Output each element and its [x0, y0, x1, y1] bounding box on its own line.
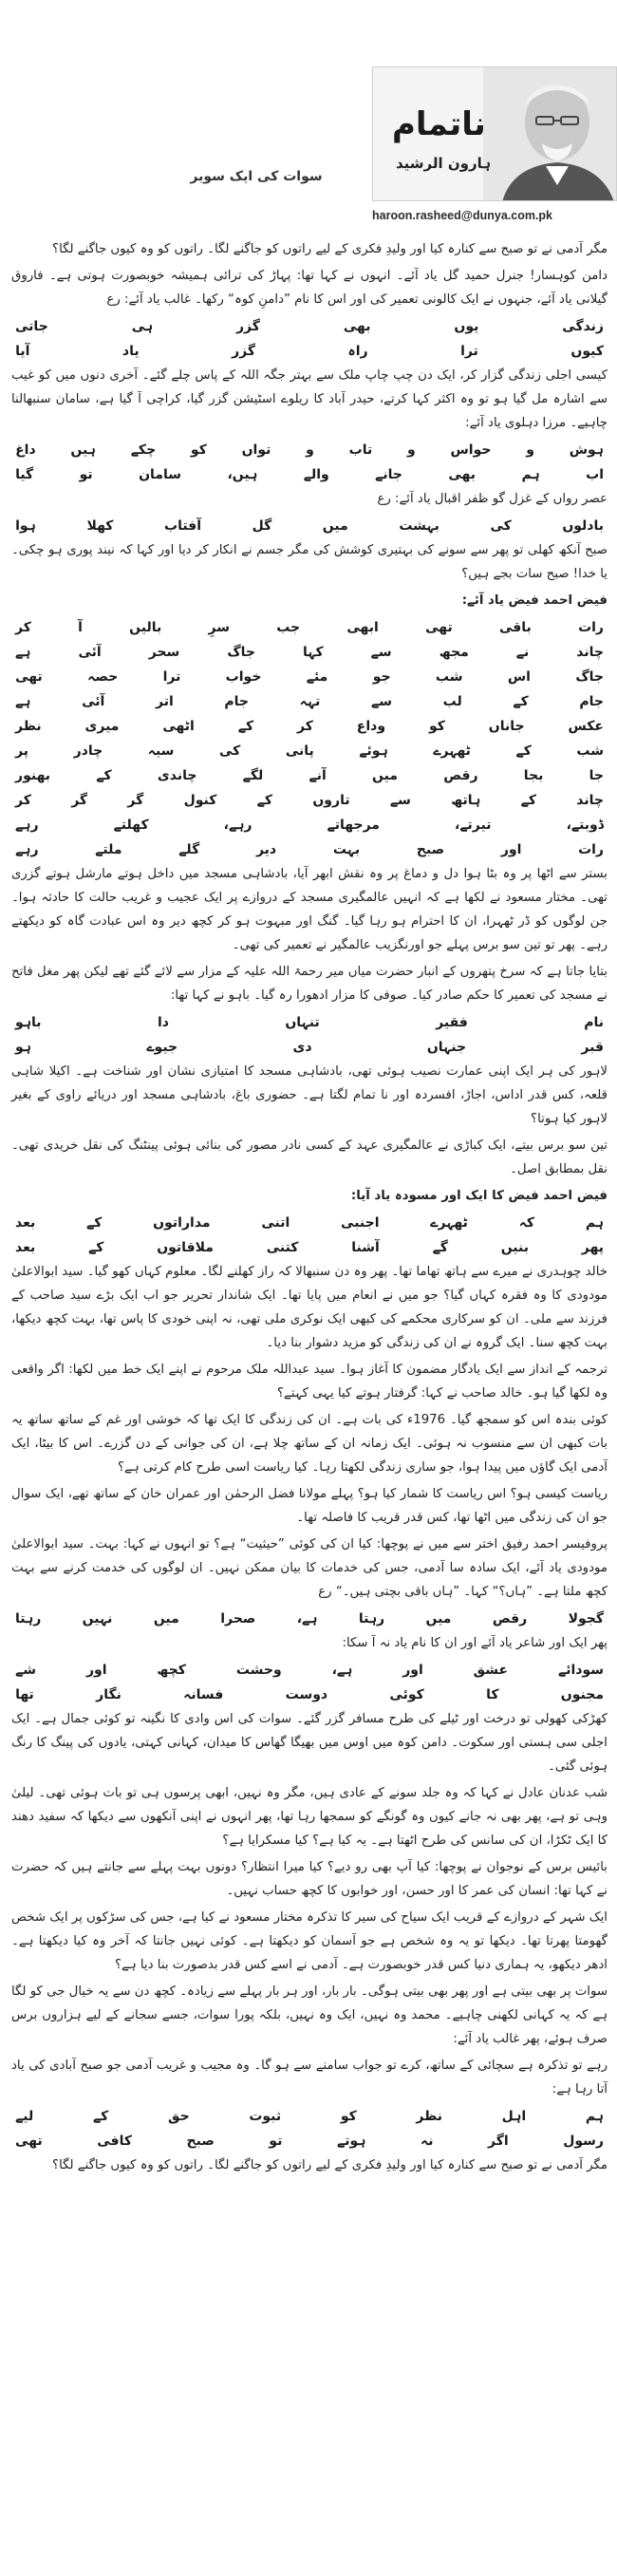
verse-word: میں: [425, 1611, 452, 1626]
verse-word: زندگی: [562, 319, 604, 334]
article-paragraph: خالد چوہدری نے میرے سے ہاتھ تھاما تھا۔ پھر وہ دن سنبھالا کہ راز کھلنے لگا۔ معلوم کہاں کھو گیا۔ سید ابوالاعلیٰ مودودی کا وہ فقرہ کہاں گیا؟ جو میں نے انعام میں پایا تھا۔ ایک شاندار تحریر جو اب ایک بڑے سید صاحب کے فرزند سے ملی۔ ان کو سرکاری محکمے کی کبھی ایک نوکری ملی تھی، نہ اپنی خودی کا پاس تھا، بہت کچھ دیکھا، بہت کچھ سنا۔ ایک گروہ نے ان کی زندگی کو مزید دشوار بنا دیا۔: [11, 1265, 608, 1350]
verse-word: کر: [297, 719, 313, 734]
verse-line: [11, 689, 608, 714]
verse-word: آیا: [15, 344, 30, 359]
verse-word: کے: [256, 793, 273, 808]
verse-word: گے: [432, 1240, 448, 1255]
verse-word: شے: [15, 1663, 37, 1678]
article-paragraph: بستر سے اٹھا پر وہ بٹا ہوا دل و دماغ پر وہ نقش ابھر آیا، بادشاہی مسجد میں داخل ہوتے مارشل ہوتے گزری تھی۔ مختار مسعود نے لکھا ہے کہ انہیں عالمگیری مسجد کے دروازے پر ایک عجیب و غریب حالت کا حادثہ ہوا۔ جن لوگوں کو ڈر ٹھہرا، ان کا احترام ہو رہا گیا۔ گنگ اور مبہوت ہو کر کچھ دیر وہ اس عبادت گاہ کو دیکھتے رہے۔ پھر تو تین سو برس پہلے جو اورنگزیب عالمگیر نے تعمیر کی تھی۔: [11, 867, 608, 952]
verse-word: تہہ: [299, 694, 321, 709]
verse-word: رہتا: [358, 1611, 385, 1626]
verse-word: داغ: [15, 442, 36, 458]
verse-word: گر: [71, 793, 88, 808]
verse-line: [11, 813, 608, 837]
verse-word: تاب: [348, 442, 373, 458]
verse-word: بادلوں: [562, 518, 604, 534]
verse-word: مرجھاتے: [327, 818, 380, 833]
verse-word: آئی: [78, 645, 102, 660]
article-paragraph: کیسی اجلی زندگی گزار کر، ایک دن چپ چاپ ملک سے بہتر جگہ اللہ کے پاس چلے گئے۔ آخری دنوں میں کو غیب سے اشارہ مل گیا ہو تو وہ اکثر کہا کرتے، حیدر آباد کا ریلوے اسٹیشن گزر گیا، کراچی آ گیا ہے، سامان سنبھالنا چاہیے۔ مرزا دہلوی یاد آئے:: [11, 368, 608, 430]
verse-word: لیے: [15, 2109, 34, 2124]
verse-word: فقیر: [436, 1015, 468, 1030]
verse-word: جاتی: [15, 319, 48, 334]
verse-word: کے: [96, 768, 112, 783]
verse-word: لگے: [242, 768, 264, 783]
verse-word: دوست: [285, 1687, 328, 1702]
verse-word: کنول: [183, 793, 217, 808]
verse-word: تنہاں: [285, 1015, 320, 1030]
article-paragraph: مگر آدمی نے تو صبح سے کنارہ کیا اور ولیدِ فکری کے لیے راتوں کو جاگنے لگا۔ راتوں کو وہ کیوں جاگنے لگا؟: [52, 242, 608, 256]
verse-word: تھا: [15, 1687, 34, 1702]
verse-word: ہیں،: [227, 467, 258, 482]
verse-word: بھنور: [15, 768, 51, 783]
verse-word: آئی: [82, 694, 105, 709]
article-paragraph: دامن کوہسار! جنرل حمید گل یاد آئے۔ انہوں نے کہا تھا: پہاڑ کی ترائی ہمیشہ خوبصورت ہوتی ہے۔ فاروق گیلانی یاد آئے، جنہوں نے ایک کالونی تعمیر کی اور اس کا نام ”دامنِ کوہ“ رکھا۔ غالب یاد آئے: رع: [11, 269, 608, 307]
verse-word: سیہ: [147, 743, 175, 759]
article-paragraph: لاہور کی ہر ایک اپنی عمارت نصیب ہوئی تھی، بادشاہی مسجد کا امتیازی نشان اور شناخت ہے۔ اکیلا شاہی قلعہ، کس قدر اداس، اجاڑ، افسردہ اور نا تمام لگتا ہے۔ حضوری باغ، بادشاہی مسجد اور دریائے راوی کے بغیر لاہور کیا ہوتا؟: [11, 1064, 608, 1126]
verse-word: جا: [589, 768, 604, 783]
verse-word: ترا: [460, 344, 478, 359]
verse-word: ہے،: [331, 1663, 353, 1678]
verse-word: گل: [252, 518, 272, 534]
verse-word: ہے: [15, 694, 31, 709]
verse-word: رقص: [443, 768, 478, 783]
verse-word: ہاتھ: [451, 793, 481, 808]
verse-line: [11, 1010, 608, 1035]
verse-word: سرِ: [208, 620, 230, 635]
verse-word: عشق: [473, 1663, 509, 1678]
verse-word: اتر: [155, 694, 174, 709]
article-paragraph: عصر رواں کے غزل گو ظفر اقبال یاد آئے: رع: [377, 492, 608, 506]
verse-word: ٹھہرے: [430, 1215, 468, 1231]
verse-word: چاندی: [157, 768, 197, 783]
verse-line: [11, 665, 608, 689]
verse-word: اب: [586, 467, 604, 482]
verse-word: کہ: [518, 1215, 535, 1231]
verse-line: [11, 1235, 608, 1260]
verse-word: حصہ: [87, 669, 119, 685]
verse-word: سودائے: [558, 1663, 604, 1678]
verse-word: سامان: [139, 467, 182, 482]
verse-line: [11, 714, 608, 739]
verse-word: نہیں: [82, 1611, 113, 1626]
verse-word: جنہاں: [426, 1040, 467, 1055]
verse-word: کر: [15, 793, 31, 808]
verse-word: رسول: [563, 2134, 604, 2149]
verse-word: گجولا: [568, 1611, 604, 1626]
article-paragraph: پروفیسر احمد رفیق اختر سے میں نے پوچھا: کیا ان کی کوئی ”حیثیت“ ہے؟ تو انہوں نے کہا: بہت۔ سید ابوالاعلیٰ مودودی یاد آئے، ایک سادہ سا آدمی، جس کی خدمات کا بیان ممکن نہیں۔ ان لوگوں کی خدمت کرنے سے بہت کچھ ملتا ہے۔ ”ہاں؟“ کہا۔ ”ہاں باقی بچتی ہیں۔“ رع: [11, 1537, 608, 1599]
article-paragraph: سوات پر بھی بیتی ہے اور پھر بھی بیتی ہوگی۔ بار بار، اور ہر بار پہلے سے زیادہ۔ کچھ دن سے یہ خیال جی کو لگا ہے کہ یہ کہانی لکھنی چاہیے۔ محمد وہ نہیں، ایک وہ نہیں، بلکہ پورا سوات، جسے سجانے کے لیے ہزاروں برس صرف ہوئے، پھر غالب یاد آئے:: [11, 1984, 608, 2046]
verse-word: لب: [442, 694, 462, 709]
verse-word: تھی: [15, 2134, 43, 2149]
verse-word: رات: [578, 842, 604, 857]
verse-word: کے: [86, 1215, 103, 1231]
article-paragraph: فیض احمد فیض کا ایک اور مسودہ یاد آیا:: [350, 1189, 608, 1203]
verse-word: ہوتے: [337, 2134, 366, 2149]
verse-word: کافی: [97, 2134, 132, 2149]
verse-word: جیوے: [146, 1040, 178, 1055]
article-paragraph: تین سو برس بیتے، ایک کباڑی نے عالمگیری عہد کے کسی نادر مصور کی بنائی ہوئی پینٹنگ کی نقل خریدی تھی۔ نقل بمطابق اصل۔: [11, 1138, 608, 1176]
verse-word: رہتا: [15, 1611, 42, 1626]
verse-word: صبح: [416, 842, 445, 857]
verse-word: اور: [402, 1663, 423, 1678]
verse-word: دا: [157, 1015, 169, 1030]
verse-word: شب: [435, 669, 463, 685]
verse-word: کی: [218, 743, 241, 759]
verse-word: تو: [269, 2134, 283, 2149]
author-photo-box: [372, 66, 617, 201]
verse-word: گزر: [232, 344, 256, 359]
verse-word: ہم: [521, 467, 540, 482]
verse-word: اٹھی: [162, 719, 195, 734]
article-paragraph: فیض احمد فیض یاد آئے:: [461, 593, 608, 608]
verse-word: رہے،: [223, 818, 252, 833]
verse-word: سے: [371, 694, 392, 709]
article-body: [11, 237, 608, 2180]
verse-word: میں: [372, 768, 398, 783]
verse-line: [11, 1035, 608, 1060]
verse-word: ہو: [15, 1040, 31, 1055]
verse-word: رہے: [15, 818, 39, 833]
verse-word: بھی: [448, 467, 477, 482]
verse-line: [11, 837, 608, 862]
verse-word: کو: [190, 442, 207, 458]
verse-word: ہوش: [569, 442, 604, 458]
article-paragraph: رہے تو تذکرہ ہے سچائی کے ساتھ، کرے تو جواب سامنے سے ہو گا۔ وہ مجیب و غریب آدمی جو صبح آبادی کی یاد آتا رہا ہے:: [11, 2059, 608, 2097]
verse-word: بعد: [15, 1240, 36, 1255]
verse-word: جب: [276, 620, 301, 635]
article-paragraph: شب عدنان عادل نے کہا کہ وہ جلد سونے کے عادی ہیں، مگر وہ نہیں، ابھی پرسوں ہی تو بات ہوئی تھی۔ لیلیٰ وہی تو ہے، پھر بھی نہ جانے کیوں وہ گونگے کو سمجھا رہا تھا، پھر انہوں نے اپنی آنکھوں سے دیکھا کہ سفید دھند کا ایک ٹکڑا، ان کی سانس کی طرح اٹھتا ہے۔ یہ کیا ہے؟ کیا مسکرایا ہے؟: [11, 1786, 608, 1848]
column-header: [372, 66, 617, 228]
verse-word: کوئی: [389, 1687, 424, 1702]
verse-word: ہے،: [296, 1611, 318, 1626]
article-paragraph: ریاست کیسی ہو؟ اس ریاست کا شمار کیا ہو؟ پہلے مولانا فضل الرحمٰن اور عمران خان کے ساتھ تھے، ایک سوال جو ان کی زندگی میں اٹھا تھا، کس قدر قریب کا فاصلہ تھا۔: [11, 1487, 608, 1525]
verse-word: عکس: [568, 719, 604, 734]
verse-word: و: [306, 442, 314, 458]
verse-word: کے: [515, 743, 532, 759]
verse-word: کتنی: [266, 1240, 299, 1255]
verse-word: کی: [490, 518, 512, 534]
verse-word: مئے: [306, 669, 328, 685]
verse-word: کا: [486, 1687, 499, 1702]
verse-word: سحر: [148, 645, 180, 660]
verse-word: پانی: [285, 743, 314, 759]
verse-word: وداع: [356, 719, 386, 734]
verse-word: نظر: [416, 2109, 442, 2124]
verse-word: آنے: [308, 768, 327, 783]
verse-line: [11, 314, 608, 339]
verse-word: سے: [370, 645, 392, 660]
verse-word: آفتاب: [164, 518, 202, 534]
verse-word: ٹھہرے: [433, 743, 471, 759]
verse-word: ملاقاتوں: [157, 1240, 214, 1255]
verse-word: نگار: [96, 1687, 122, 1702]
verse-word: جام: [224, 694, 250, 709]
verse-word: کے: [92, 2109, 109, 2124]
verse-word: اگر: [488, 2134, 509, 2149]
verse-word: میں: [153, 1611, 179, 1626]
verse-word: وحشت: [235, 1663, 282, 1678]
verse-word: نظر: [15, 719, 42, 734]
verse-word: مجھ: [439, 645, 469, 660]
article-paragraph: ایک شہر کے دروازے کے قریب ایک سیاح کی سیر کا تذکرہ مختار مسعود نے کیا ہے، جس کی سڑکوں پر ایک شخص گھومتا پھرتا تھا۔ دیکھا تو یہ وہ شخص ہے جو آسمان کو دیکھتا ہے۔ کوئی نہیں جانتا کہ آخر وہ کیا دیکھتا ہے۔ ادھر دیکھو، یہ ہماری دنیا کس قدر خوبصورت ہے۔ آدمی نے اسے کس قدر بدصورت بنا دیا ہے؟: [11, 1910, 608, 1972]
verse-word: آشنا: [351, 1240, 380, 1255]
verse-word: اجنبی: [341, 1215, 380, 1231]
verse-word: و: [407, 442, 416, 458]
article-headline: سوات کی ایک سویر: [190, 169, 323, 184]
verse-word: اس: [507, 669, 531, 685]
article-paragraph: بتایا جاتا ہے کہ سرخ پتھروں کے انبار حضرت میاں میر رحمۃ اللہ علیہ کے مزار سے لائے گئے تھے لیکن پھر مغل فاتح نے مسجد کی تعمیر کا حکم صادر کیا۔ صوفی کا مزار ادھورا رہ گیا۔ باہو نے کہا تھا:: [11, 965, 608, 1003]
verse-word: جانے: [375, 467, 402, 482]
verse-word: کے: [88, 1240, 104, 1255]
article-paragraph: صبح آنکھ کھلی تو پھر سے سونے کی بہتیری کوشش کی مگر جسم نے انکار کر دیا اور کہا کہ نیند پوری ہو چکی۔ یا خدا! صبح سات بجے ہیں؟: [11, 543, 608, 581]
verse-word: صبح: [186, 2134, 215, 2149]
verse-word: رات: [578, 620, 604, 635]
article-paragraph: کوئی بندہ اس کو سمجھ گیا۔ 1976ء کی بات ہے۔ ان کی زندگی کا ایک تھا کہ خوشی اور غم کے ساتھ ساتھ یہ بات کبھی ان سے منسوب نہ ہوئی۔ ایک زمانہ ان کے ساتھ چلا ہے، ان کی جوانی کے دن گزرے۔ اس کا بیٹا، ایک آدمی ایک گاؤں میں پیدا ہوا، جو ساری زندگی لکھتا رہا۔ کیا ریاست اسی طرح کام کرتی ہے؟: [11, 1413, 608, 1475]
verse-word: اتنی: [261, 1215, 290, 1231]
verse-word: کہا: [303, 645, 324, 660]
verse-line: [11, 339, 608, 364]
verse-word: گر: [127, 793, 144, 808]
verse-line: [11, 1683, 608, 1707]
verse-line: [11, 739, 608, 763]
verse-word: بہت: [332, 842, 361, 857]
verse-word: کے: [237, 719, 254, 734]
verse-word: بجا: [523, 768, 544, 783]
verse-word: جاگ: [575, 669, 604, 685]
verse-word: کے: [513, 694, 529, 709]
verse-word: بھی: [343, 319, 371, 334]
verse-line: [11, 438, 608, 462]
verse-line: [11, 788, 608, 813]
verse-line: [11, 1211, 608, 1235]
verse-word: گلے: [178, 842, 200, 857]
article-paragraph: بائیس برس کے نوجوان نے پوچھا: کیا آپ بھی رو دیے؟ کیا میرا انتظار؟ دونوں بہت پہلے سے جانتے ہیں کہ حضرت نے کہا تھا: انسان کی عمر کا اور حسن، اور خوابوں کا کچھ حساب نہیں۔: [11, 1860, 608, 1898]
verse-word: کر: [15, 620, 31, 635]
article-paragraph: ترجمہ کے انداز سے ایک یادگار مضمون کا آغاز ہوا۔ سید عبداللہ ملک مرحوم نے اپنے ایک خط میں لکھا: اگر واقعی وہ لکھا گیا ہو۔ خالد صاحب نے کہا: گرفتار ہوتے کیا یہی کہتے؟: [11, 1363, 608, 1401]
verse-word: و: [526, 442, 534, 458]
verse-word: ترا: [162, 669, 181, 685]
verse-word: بنیں: [500, 1240, 529, 1255]
author-portrait: [483, 67, 616, 201]
verse-word: کچھ: [157, 1663, 186, 1678]
verse-word: ہم: [585, 2109, 604, 2124]
verse-word: ہوئے: [359, 743, 388, 759]
verse-word: جو: [372, 669, 391, 685]
verse-word: ہی: [131, 319, 154, 334]
article-paragraph: کھڑکی کھولی تو درخت اور ٹیلے کی طرح مسافر گزر گئے۔ سوات کی اس وادی کا نگینہ تو کوئی جمال ہے۔ ایک اجلی سی ہستی اور سکوت۔ دامن کوہ میں اوس میں بھیگا گھاس کا میدان، کہانی کہتی، یادوں کی پینگ کا رنگ ہوئی گئی۔: [11, 1712, 608, 1774]
verse-word: تھی: [425, 620, 453, 635]
verse-word: مداراتوں: [153, 1215, 211, 1231]
author-name: ہارون الرشید: [396, 155, 492, 172]
verse-word: دی: [292, 1040, 312, 1055]
verse-word: میں: [322, 518, 348, 534]
verse-word: تیرتے،: [455, 818, 492, 833]
verse-word: ہوا: [15, 518, 36, 534]
verse-line: [11, 2104, 608, 2129]
author-email[interactable]: haroon.rasheed@dunya.com.pk: [372, 209, 553, 222]
verse-word: رہے: [15, 842, 39, 857]
verse-word: کو: [340, 2109, 357, 2124]
verse-word: کے: [520, 793, 536, 808]
verse-word: بالیں: [129, 620, 162, 635]
verse-word: حق: [167, 2109, 190, 2124]
verse-line: [11, 2129, 608, 2153]
verse-word: ڈوبتے،: [566, 818, 604, 833]
verse-word: بعد: [15, 1215, 36, 1231]
verse-word: اہل: [501, 2109, 527, 2124]
verse-word: تاروں: [312, 793, 350, 808]
verse-word: جام: [579, 694, 604, 709]
verse-word: راہ: [347, 344, 368, 359]
verse-word: باقی: [498, 620, 532, 635]
verse-word: شب: [576, 743, 604, 759]
verse-word: گیا: [15, 467, 34, 482]
verse-line: [11, 763, 608, 788]
verse-word: ثبوت: [249, 2109, 282, 2124]
verse-word: اور: [85, 1663, 107, 1678]
verse-word: کیوں: [570, 344, 604, 359]
verse-word: کھلتے: [113, 818, 149, 833]
verse-word: رقص: [492, 1611, 528, 1626]
verse-word: پر: [15, 743, 29, 759]
column-title: ناتمام: [392, 105, 486, 143]
verse-line: [11, 462, 608, 487]
verse-line: [11, 1607, 608, 1631]
verse-word: ہم: [585, 1215, 604, 1231]
verse-word: نے: [515, 645, 530, 660]
verse-line: [11, 514, 608, 538]
verse-word: کھلا: [86, 518, 114, 534]
verse-word: فسانہ: [183, 1687, 224, 1702]
verse-line: [11, 615, 608, 640]
verse-word: چکے: [130, 442, 157, 458]
verse-word: خواب: [225, 669, 262, 685]
verse-word: ہے: [15, 645, 31, 660]
verse-word: تو: [79, 467, 93, 482]
verse-word: میری: [84, 719, 120, 734]
article-paragraph: پھر ایک اور شاعر یاد آئے اور ان کا نام یاد نہ آ سکا:: [342, 1636, 608, 1650]
verse-word: جاگ: [227, 645, 255, 660]
verse-word: تھی: [15, 669, 43, 685]
verse-word: ملتے: [95, 842, 122, 857]
verse-word: پھر: [581, 1240, 604, 1255]
verse-word: دیر: [255, 842, 277, 857]
verse-word: جاناں: [488, 719, 525, 734]
verse-word: تواں: [241, 442, 271, 458]
verse-word: مجنوں: [560, 1687, 604, 1702]
verse-word: بہشت: [399, 518, 439, 534]
verse-line: [11, 1658, 608, 1683]
verse-word: یاد: [122, 344, 140, 359]
verse-word: سے: [389, 793, 411, 808]
verse-word: گزر: [235, 319, 260, 334]
verse-word: چاند: [576, 645, 604, 660]
article-paragraph: مگر آدمی نے تو صبح سے کنارہ کیا اور ولیدِ فکری کے لیے راتوں کو جاگنے لگا۔ راتوں کو وہ کیوں جاگنے لگا؟: [52, 2158, 608, 2172]
verse-word: ہیں: [70, 442, 96, 458]
verse-word: چادر: [73, 743, 103, 759]
verse-word: نہ: [421, 2134, 434, 2149]
verse-word: باہو: [15, 1015, 42, 1030]
verse-word: چاند: [576, 793, 604, 808]
verse-word: نام: [584, 1015, 604, 1030]
verse-word: قبر: [581, 1040, 604, 1055]
verse-word: صحرا: [220, 1611, 256, 1626]
verse-word: کو: [428, 719, 445, 734]
verse-word: حواس: [450, 442, 492, 458]
verse-line: [11, 640, 608, 665]
verse-word: ابھی: [346, 620, 379, 635]
verse-word: والے: [303, 467, 329, 482]
verse-word: آ: [78, 620, 83, 635]
verse-word: یوں: [454, 319, 479, 334]
verse-word: اور: [500, 842, 522, 857]
